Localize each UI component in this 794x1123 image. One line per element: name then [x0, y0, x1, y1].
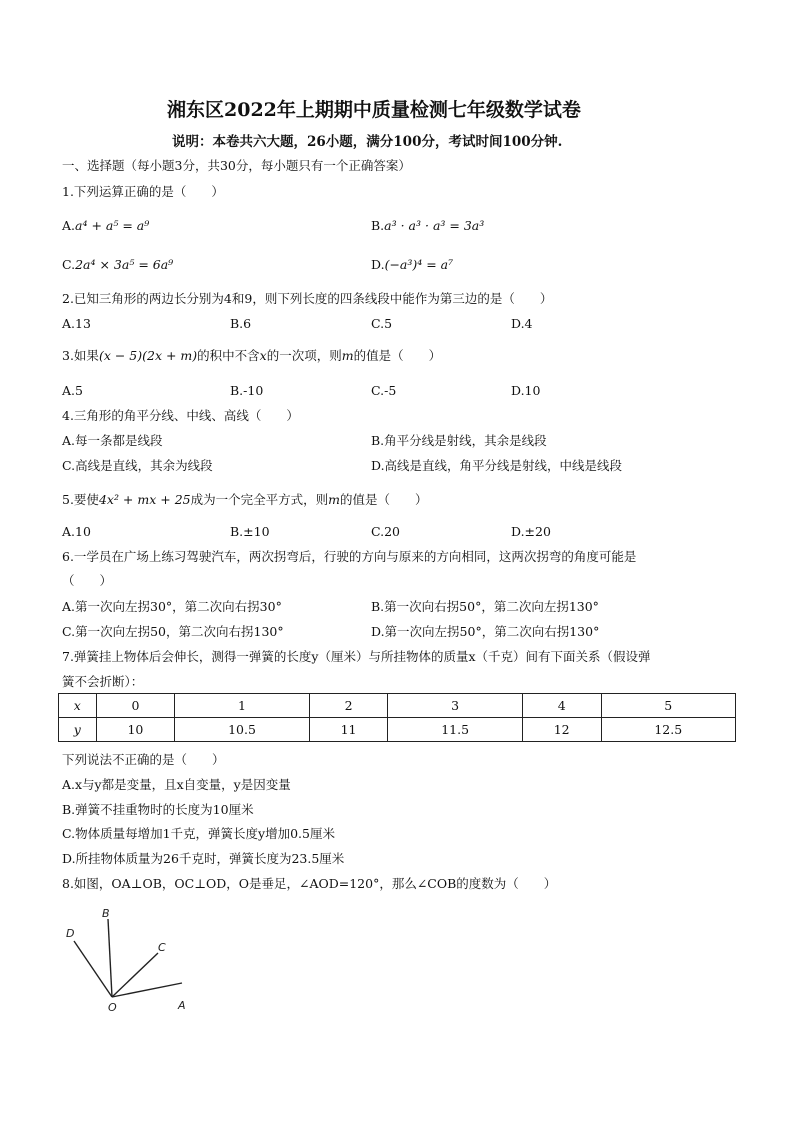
- angle-figure: [60, 905, 200, 1015]
- table-cell: 12.5: [601, 718, 735, 742]
- q1-option-c: [62, 257, 173, 273]
- q1-d-label: D.: [371, 257, 385, 272]
- q5-stem-var: m: [328, 492, 340, 507]
- table-cell: 10.5: [175, 718, 309, 742]
- table-row-y: [59, 718, 736, 742]
- table-cell: 12: [522, 718, 601, 742]
- q2-option-a: A.13: [62, 316, 91, 331]
- q1-c-label: C.: [62, 257, 76, 272]
- q1-d-expr: (−a³)⁴ = a⁷: [384, 257, 454, 272]
- q4-option-a: A.每一条都是线段: [62, 433, 163, 448]
- table-cell: 5: [601, 694, 735, 718]
- label-a: A: [178, 999, 186, 1012]
- q3-option-d: D.10: [511, 383, 541, 398]
- table-cell: 11.5: [388, 718, 522, 742]
- q5-option-c: C.20: [371, 524, 400, 539]
- q2-option-b: B.6: [230, 316, 252, 331]
- q1-a-label: A.: [62, 218, 76, 233]
- q4-option-d: D.高线是直线，角平分线是射线，中线是线段: [371, 458, 623, 473]
- q5-stem-suffix: 的值是（ ）: [339, 492, 428, 507]
- q3-stem: [62, 348, 441, 364]
- q6-option-d: D.第一次向左拐50°，第二次向右拐130°: [371, 624, 600, 639]
- q4-stem: 4.三角形的角平分线、中线、高线（ ）: [62, 408, 299, 423]
- q3-stem-var2: m: [341, 348, 354, 363]
- table-header-y: y: [59, 718, 97, 742]
- q1-b-label: B.: [371, 218, 385, 233]
- q7-stem-line1: 7.弹簧挂上物体后会伸长，测得一弹簧的长度y（厘米）与所挂物体的质量x（千克）间有下面关系（假设弹: [62, 649, 651, 664]
- q6-stem-line1: 6.一学员在广场上练习驾驶汽车，两次拐弯后，行驶的方向与原来的方向相同，这两次拐弯的角度可能是: [62, 549, 637, 564]
- q4-option-c: C.高线是直线，其余为线段: [62, 458, 213, 473]
- q3-stem-mid2: 的一次项，则: [266, 348, 342, 363]
- label-c: C: [158, 941, 166, 954]
- q1-c-expr: 2a⁴ × 3a⁵ = 6a⁹: [75, 257, 174, 272]
- q8-stem: 8.如图，OA⊥OB，OC⊥OD，O是垂足，∠AOD=120°，那么∠COB的度数为（ ）: [62, 876, 557, 891]
- q4-option-b: B.角平分线是射线，其余是线段: [371, 433, 547, 448]
- table-cell: 11: [309, 718, 388, 742]
- q2-option-d: D.4: [511, 316, 533, 331]
- q6-stem-line2: （ ）: [62, 573, 113, 588]
- table-cell: 2: [309, 694, 388, 718]
- q5-option-b: B.±10: [230, 524, 270, 539]
- q1-a-expr: a⁴ + a⁵ = a⁹: [75, 218, 150, 233]
- q6-option-a: A.第一次向左拐30°，第二次向右拐30°: [62, 599, 282, 614]
- q7-option-c: C.物体质量每增加1千克，弹簧长度y增加0.5厘米: [62, 826, 335, 841]
- ray-oc: [112, 953, 158, 997]
- q3-stem-suffix: 的值是（ ）: [353, 348, 442, 363]
- q7-option-a: A.x与y都是变量，且x自变量，y是因变量: [62, 777, 291, 792]
- table-cell: 10: [96, 718, 175, 742]
- table-cell: 4: [522, 694, 601, 718]
- table-row-x: [59, 694, 736, 718]
- q7-stem-line2: 簧不会折断）：: [62, 674, 144, 689]
- q5-option-a: A.10: [62, 524, 91, 539]
- q1-option-d: [371, 257, 453, 273]
- q1-stem: 1.下列运算正确的是（ ）: [62, 184, 224, 199]
- q1-option-b: [371, 218, 484, 234]
- label-b: B: [102, 907, 110, 920]
- section-heading: 一、选择题（每小题3分，共30分，每小题只有一个正确答案）: [62, 158, 411, 173]
- page-title: 湘东区2022年上期期中质量检测七年级数学试卷: [167, 99, 581, 121]
- q3-stem-prefix: 3.如果: [62, 348, 99, 363]
- exam-note: 说明：本卷共六大题，26小题，满分100分，考试时间100分钟.: [172, 134, 563, 150]
- q3-option-c: C.-5: [371, 383, 397, 398]
- q3-option-a: A.5: [62, 383, 83, 398]
- q5-stem-mid: 成为一个完全平方式，则: [190, 492, 329, 507]
- table-header-x: x: [59, 694, 97, 718]
- q7-option-b: B.弹簧不挂重物时的长度为10厘米: [62, 802, 254, 817]
- table-cell: 0: [96, 694, 175, 718]
- spring-data-table: [58, 693, 736, 742]
- q3-stem-var1: x: [259, 348, 267, 363]
- q3-stem-mid: 的积中不含: [197, 348, 260, 363]
- ray-oa: [112, 983, 182, 997]
- q5-stem-expr: 4x² + mx + 25: [98, 492, 191, 507]
- q3-option-b: B.-10: [230, 383, 264, 398]
- q2-option-c: C.5: [371, 316, 393, 331]
- table-cell: 1: [175, 694, 309, 718]
- q5-option-d: D.±20: [511, 524, 551, 539]
- ray-ob: [108, 919, 112, 997]
- q5-stem: [62, 492, 428, 508]
- q6-option-c: C.第一次向左拐50，第二次向右拐130°: [62, 624, 284, 639]
- q1-b-expr: a³ · a³ · a³ = 3a³: [384, 218, 485, 233]
- q1-option-a: [62, 218, 149, 234]
- q7-option-d: D.所挂物体质量为26千克时，弹簧长度为23.5厘米: [62, 851, 345, 866]
- label-d: D: [66, 927, 75, 940]
- q3-stem-expr: (x − 5)(2x + m): [98, 348, 198, 363]
- q5-stem-prefix: 5.要使: [62, 492, 99, 507]
- ray-od: [74, 941, 112, 997]
- q7-question: 下列说法不正确的是（ ）: [62, 752, 225, 767]
- q6-option-b: B.第一次向右拐50°，第二次向左拐130°: [371, 599, 599, 614]
- q2-stem: 2.已知三角形的两边长分别为4和9，则下列长度的四条线段中能作为第三边的是（ ）: [62, 291, 553, 306]
- label-o: O: [108, 1001, 117, 1014]
- table-cell: 3: [388, 694, 522, 718]
